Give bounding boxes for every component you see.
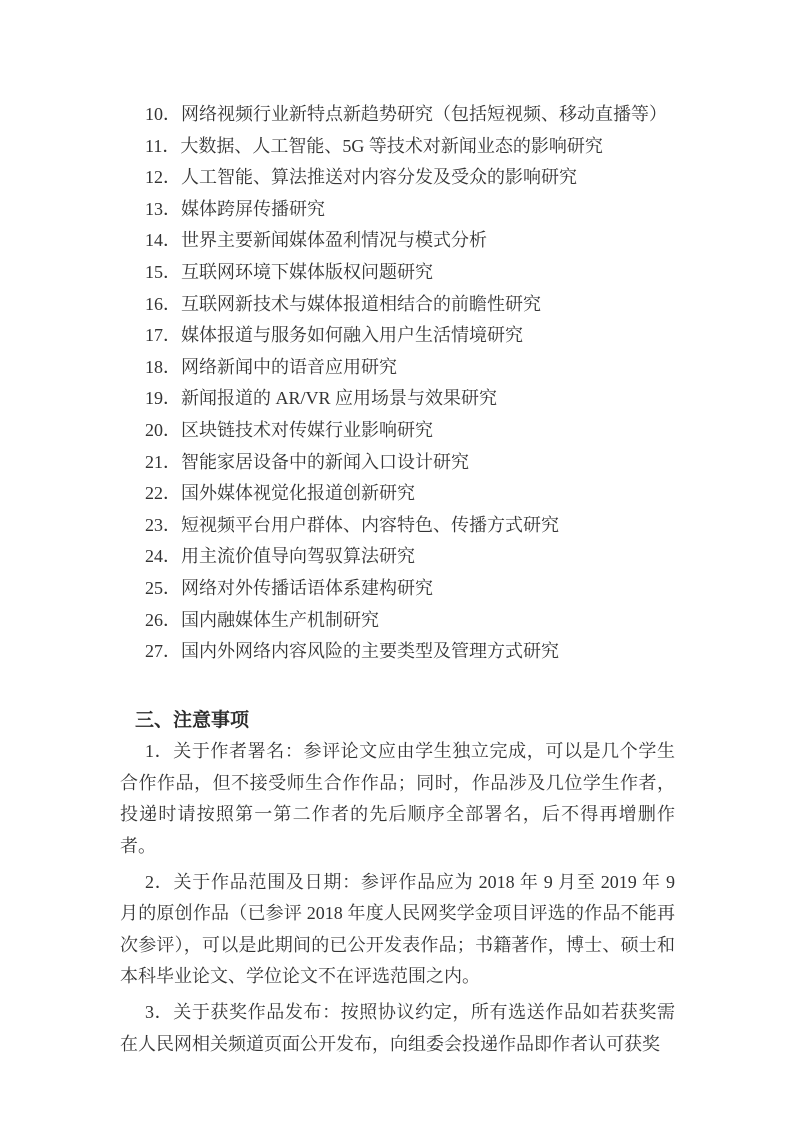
topic-item: 13．媒体跨屏传播研究 [145,198,325,219]
topic-item: 27．国内外网络内容风险的主要类型及管理方式研究 [145,641,559,662]
topic-item: 14．世界主要新闻媒体盈利情况与模式分析 [145,230,487,251]
topic-list [120,99,675,668]
notes-paragraphs [120,736,675,1060]
topic-item: 19．新闻报道的 AR/VR 应用场景与效果研究 [145,388,498,409]
topic-item: 21．智能家居设备中的新闻入口设计研究 [145,451,469,472]
topic-item: 22．国外媒体视觉化报道创新研究 [145,483,415,504]
topic-item: 11．大数据、人工智能、5G 等技术对新闻业态的影响研究 [145,135,603,156]
section-heading: 三、注意事项 [135,709,250,731]
topic-item: 26．国内融媒体生产机制研究 [145,609,379,630]
topic-item: 15．互联网环境下媒体版权问题研究 [145,261,433,282]
topic-item: 23．短视频平台用户群体、内容特色、传播方式研究 [145,514,559,535]
topic-item: 12．人工智能、算法推送对内容分发及受众的影响研究 [145,167,577,188]
topic-item: 17．媒体报道与服务如何融入用户生活情境研究 [145,325,523,346]
topic-item: 16．互联网新技术与媒体报道相结合的前瞻性研究 [145,293,541,314]
topic-item: 10．网络视频行业新特点新趋势研究（包括短视频、移动直播等） [145,104,667,124]
note-paragraph: 2．关于作品范围及日期：参评作品应为 2018 年 9 月至 2019 年 9 月的原创作品（已参评 2018 年度人民网奖学金项目评选的作品不能再次参评），可以是此期间的已公开发表作品；书籍著作，博士、硕士和本科毕业论文、学位论文不在评选范围之内。 [120,871,675,987]
note-paragraph: 3．关于获奖作品发布：按照协议约定，所有选送作品如若获奖需在人民网相关频道页面公开发布，向组委会投递作品即作者认可获奖 [120,1002,675,1054]
topic-item: 18．网络新闻中的语音应用研究 [145,356,397,377]
topic-item: 20．区块链技术对传媒行业影响研究 [145,419,433,440]
note-paragraph: 1．关于作者署名：参评论文应由学生独立完成，可以是几个学生合作作品，但不接受师生合作作品；同时，作品涉及几位学生作者，投递时请按照第一第二作者的先后顺序全部署名，后不得再增删作者。 [120,741,675,857]
topic-item: 25．网络对外传播话语体系建构研究 [145,577,433,598]
topic-item: 24．用主流价值导向驾驭算法研究 [145,546,415,567]
